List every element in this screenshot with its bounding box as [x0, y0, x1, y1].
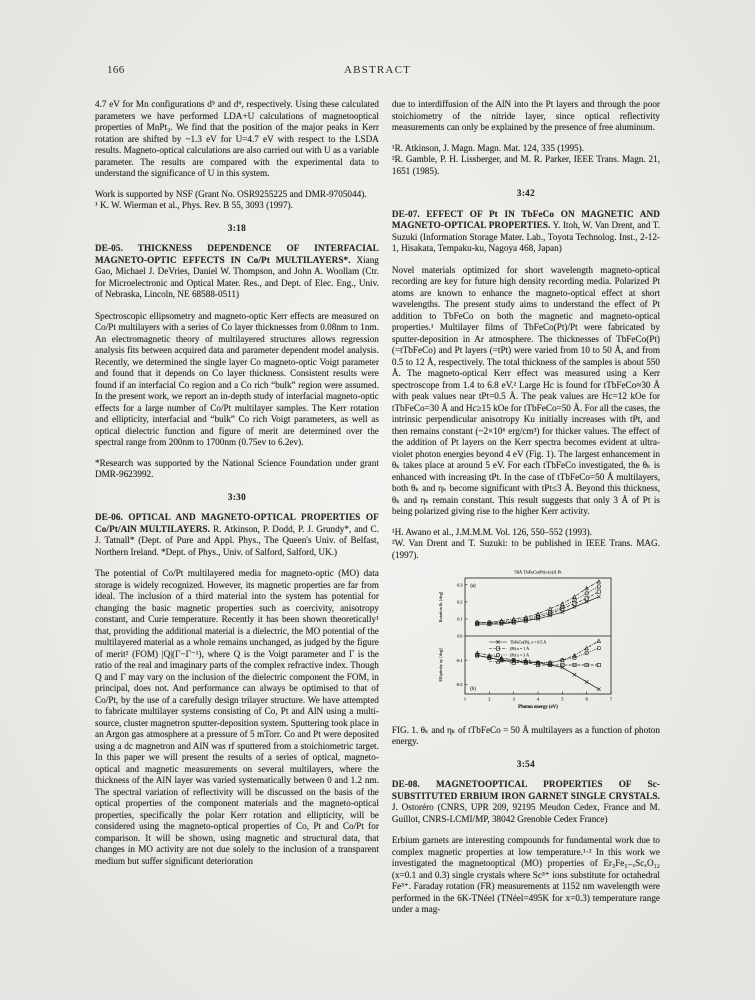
svg-text:3: 3 — [512, 696, 515, 702]
svg-text:(Pt) x = 10 Å: (Pt) x = 10 Å — [509, 659, 532, 664]
right-column — [392, 99, 660, 925]
svg-text:0.2: 0.2 — [457, 599, 463, 605]
svg-text:Ellipticity ηₖ [deg]: Ellipticity ηₖ [deg] — [437, 648, 443, 682]
svg-text:50Å TbFeCo(Pt)+(x)Å Pt: 50Å TbFeCo(Pt)+(x)Å Pt — [514, 569, 562, 575]
abstract-heading-de07 — [392, 209, 660, 255]
reference-item: ²R. Gamble, P. H. Lissberger, and M. R. Parker, IEEE Trans. Magn. 21, 1651 (1985). — [391, 154, 660, 176]
figure-1 — [392, 566, 660, 722]
abstract-authors-de08: J. Ostoréro (CNRS, UPR 209, 92195 Meudon Cedex, France and M. Guillot, CNRS-LCMI/MP, 38042 Grenoble Cedex France) — [391, 802, 660, 824]
svg-text:7: 7 — [609, 696, 613, 702]
svg-text:(Pt) x = 1 Å: (Pt) x = 1 Å — [509, 646, 530, 651]
reference-item: ²W. Van Drent and T. Suzuki: to be published in IEEE Trans. MAG. (1997). — [391, 538, 660, 560]
reference-item: ¹H. Awano et al., J.M.M.M. Vol. 126, 550–552 (1993). — [391, 526, 593, 537]
svg-text:(b): (b) — [470, 687, 476, 692]
svg-text:0.3: 0.3 — [457, 582, 463, 588]
abstract-heading-de06 — [95, 512, 379, 558]
svg-text:(a): (a) — [470, 584, 476, 589]
svg-text:0.0: 0.0 — [457, 633, 463, 639]
running-head: ABSTRACT — [343, 64, 412, 76]
abstract-heading-de08 — [392, 779, 660, 825]
abstract-authors-de07: Y. Itoh, W. Van Drent, and T. Suzuki (Information Storage Mater. Lab., Toyota Technolog. Inst., 2-12-1, Hisakata, Tempaku-ku, Nagoya 468, Japan) — [391, 220, 660, 253]
svg-text:1: 1 — [463, 696, 467, 702]
abstract-authors-de05: Xiang Gao, Michael J. DeVries, Daniel W. Thompson, and John A. Woollam (Ctr. for Microelectronic and Optical Mater. Res., and Dept. of Elec. Eng., Univ. of Nebraska, Lincoln, NE 68588-0511) — [95, 254, 379, 299]
svg-text:0.1: 0.1 — [457, 616, 463, 622]
abstract-body-de06: The potential of Co/Pt multilayered media for magneto-optic (MO) data storage is widely recognized. However, its magnetic properties are far from ideal. The inclusion of a third material into the system has potential for changing the basic magnetic properties such as coercivity, anisotropy constant, and Curie temperature. Recently it has been shown theoretically¹ that, providing the additional material is a dielectric, the MO potential of the multilayered material as a whole remains unchanged, as judged by the figure of merit² (FOM) |Q|(Γ−Γ⁻¹), where Q is the Voigt parameter and Γ is the ratio of the real and imaginary parts of the complex refractive index. Though Q and Γ may vary on the inclusion of the dielectric component the FOM, in principal, does not. And performance can always be optimised to that of Co/Pt, by the use of a carefully design trilayer structure. We have attempted to fabricate multilayer systems consisting of Co, Pt and AlN using a multi-source, cluster magnetron sputter-deposition system. Sputtering took place in an Argon gas atmosphere at a pressure of 5 mTorr. Co and Pt were deposited using a dc magnetron and AlN was rf sputtered from a stoichiometric target. In this paper we will present the results of a series of optical, magneto-optical and magnetic measurements on several multilayers, where the thickness of the AlN layer was varied systematically between 0 and 1.2 nm. The spectral variation of reflectivity will be discussed on the basis of the optical properties of the component materials and the magneto-optical properties, specifically the polar Kerr rotation and ellipticity, will be considered using the magneto-optical properties of Co, Pt and Co/Pt for comparison. It will be shown, using magnetic and structural data, that changes in MO activity are not due solely to the inclusion of a transparent medium but suffer significant deterioration — [95, 568, 379, 866]
svg-text:4: 4 — [536, 696, 540, 702]
abstract-authors-de06: R. Atkinson, P. Dodd, P. J. Grundy*, and C. J. Tatnall* (Dept. of Pure and Appl. Phys., The Queen's Univ. of Belfast, Northern Ireland. *Dept. of Phys., Univ. of Salford, Salford, UK.) — [95, 523, 379, 557]
abstract-title-de07: DE-07. EFFECT OF Pt IN TbFeCo ON MAGNETIC AND MAGNETO-OPTICAL PROPERTIES. — [391, 208, 660, 230]
abstract-footnote-de05: *Research was supported by the National Science Foundation under grant DMR-9623992. — [95, 457, 379, 479]
continued-paragraph-left: 4.7 eV for Mn configurations d⁵ and d⁶, respectively. Using these calculated parameters we have performed LDA+U calculations of magnetooptical properties of MnPt₃. We find that the position of the major peaks in Kerr rotation are shifted by ~1.3 eV for U=4.7 eV with respect to the LSDA results. Magneto-optical calculations are also carried out with U as a variable parameter. The results are compared with the experimental data to understand the significance of U in this system. — [95, 99, 379, 178]
svg-text:(Pt) x = 3 Å: (Pt) x = 3 Å — [509, 652, 530, 658]
abstract-title-de06: DE-06. OPTICAL AND MAGNETO-OPTICAL PROPERTIES OF Co/Pt/AlN MULTILAYERS. — [95, 512, 379, 534]
abstract-body-de08: Erbium garnets are interesting compounds for fundamental work due to complex magnetic properties at low temperature.¹·² In this work we investigated the magnetooptical (MO) properties of Er₃Fe₅₋ₓScₓO₁₂ (x=0.1 and 0.3) single crystals where Sc³⁺ ions substitute for octahedral Fe³⁺. Faraday rotation (FR) measurements at 1152 nm wavelength were performed in the 6K-TNéel (TNéel=495K for x=0.3) temperature range under a mag- — [391, 835, 660, 914]
fig1-chart — [431, 566, 621, 718]
svg-text:-0.2: -0.2 — [455, 681, 463, 687]
page-header — [95, 64, 660, 78]
session-time-de06: 3:30 — [227, 491, 246, 502]
left-column — [95, 99, 379, 925]
svg-text:5: 5 — [561, 696, 564, 702]
fig1-caption: FIG. 1. θₖ and ηₖ of tTbFeCo = 50 Å multilayers as a function of photon energy. — [391, 724, 660, 746]
svg-text:TbFeCo(Pt), x = 0.5 Å: TbFeCo(Pt), x = 0.5 Å — [509, 639, 547, 645]
reference-item: ¹ K. W. Wierman et al., Phys. Rev. B 55, 3093 (1997). — [95, 200, 293, 210]
session-time-de05: 3:18 — [227, 222, 246, 233]
reference-item: ¹R. Atkinson, J. Magn. Magn. Mat. 124, 335 (1995). — [391, 142, 585, 153]
abstract-body-de05: Spectroscopic ellipsometry and magneto-optic Kerr effects are measured on Co/Pt multilayers with a series of Co layer thicknesses from 0.08nm to 1nm. An electromagnetic theory of multilayered structures allows regression analysis fits between acquired data and parameter dependent model analysis. Recently, we determined the single layer Co magneto-optic Voigt parameter and found that it depends on Co layer thickness. Consistent results were found if an interfacial Co region and a Co rich “bulk” region were assumed. In the present work, we report an in-depth study of interfacial magneto-optic effects for a large number of Co/Pt multilayer samples. The Kerr rotation and ellipticity, interfacial and “bulk” Co rich Voigt parameters, as well as optical dielectric function and figure of merit are determined over the spectral range from 200nm to 1700nm (0.75ev to 6.2ev). — [95, 310, 379, 447]
svg-text:-0.1: -0.1 — [455, 657, 463, 663]
continued-paragraph-right: due to interdiffusion of the AlN into the Pt layers and through the poor stoichiometry of the nitride layer, since optical reflectivity measurements can only be explained by the presence of free aluminum. — [391, 99, 660, 132]
two-column-layout — [95, 99, 660, 925]
svg-text:Photon energy (eV): Photon energy (eV) — [518, 705, 558, 710]
abstract-de07 — [392, 188, 660, 561]
svg-text:2: 2 — [488, 696, 491, 702]
page-number: 166 — [107, 64, 125, 76]
abstract-de05 — [95, 223, 379, 481]
svg-text:Rotation θₖ [deg]: Rotation θₖ [deg] — [437, 591, 443, 623]
abstract-title-de05: DE-05. THICKNESS DEPENDENCE OF INTERFACIAL MAGNETO-OPTIC EFFECTS IN Co/Pt MULTILAYERS*. — [95, 243, 379, 265]
abstract-heading-de05 — [95, 243, 379, 301]
abstract-de08 — [392, 759, 660, 916]
session-time-de07: 3:42 — [516, 188, 535, 198]
acknowledgement-note: Work is supported by NSF (Grant No. OSR9255225 and DMR-9705044). — [95, 188, 367, 199]
abstract-body-de07: Novel materials optimized for short wavelength magneto-optical recording are key for future high density recording media. Polarized Pt atoms are known to enhance the magneto-optical effect at short wavelengths. The present study aims to understand the effect of Pt addition to TbFeCo on both the magnetic and magneto-optical properties.¹ Multilayer films of TbFeCo(Pt)/Pt were fabricated by sputter-deposition in Ar atmosphere. The thicknesses of TbFeCo(Pt) (=tTbFeCo) and Pt layers (=tPt) were varied from 10 to 50 Å, and from 0.5 to 12 Å, respectively. The total thickness of the samples is about 550 Å. The magneto-optical Kerr effect was measured using a Kerr spectroscope from 1.4 to 6.8 eV.² Large Hc is found for tTbFeCo≈30 Å with peak values near tPt=0.5 Å. The peak values are Hc=12 kOe for tTbFeCo=30 Å and Hc≥15 kOe for tTbFeCo=50 Å. For all the cases, the intrinsic perpendicular anisotropy Ku initially increases with tPt, and then remains constant (~2×10⁶ erg/cm³) for thicker values. The effect of the addition of Pt layers on the Kerr spectra becomes evident at ultra-violet photon energies beyond 4 eV (Fig. 1). The largest enhancement in θₖ takes place at around 5 eV. For each tTbFeCo investigated, the θₖ is enhanced with increasing tPt. In the case of tTbFeCo=50 Å multilayers, both θₖ and ηₖ become significant with tPt≤3 Å. Beyond this thickness, θₖ and ηₖ remain constant. This result suggests that only 3 Å of Pt is being polarized giving rise to the higher Kerr activity. — [391, 264, 660, 516]
session-time-de08: 3:54 — [516, 758, 535, 769]
abstract-title-de08: DE-08. MAGNETOOPTICAL PROPERTIES OF Sc-SUBSTITUTED ERBIUM IRON GARNET SINGLE CRYSTALS. — [391, 779, 660, 801]
svg-text:6: 6 — [585, 696, 588, 702]
abstract-de06 — [95, 492, 379, 868]
